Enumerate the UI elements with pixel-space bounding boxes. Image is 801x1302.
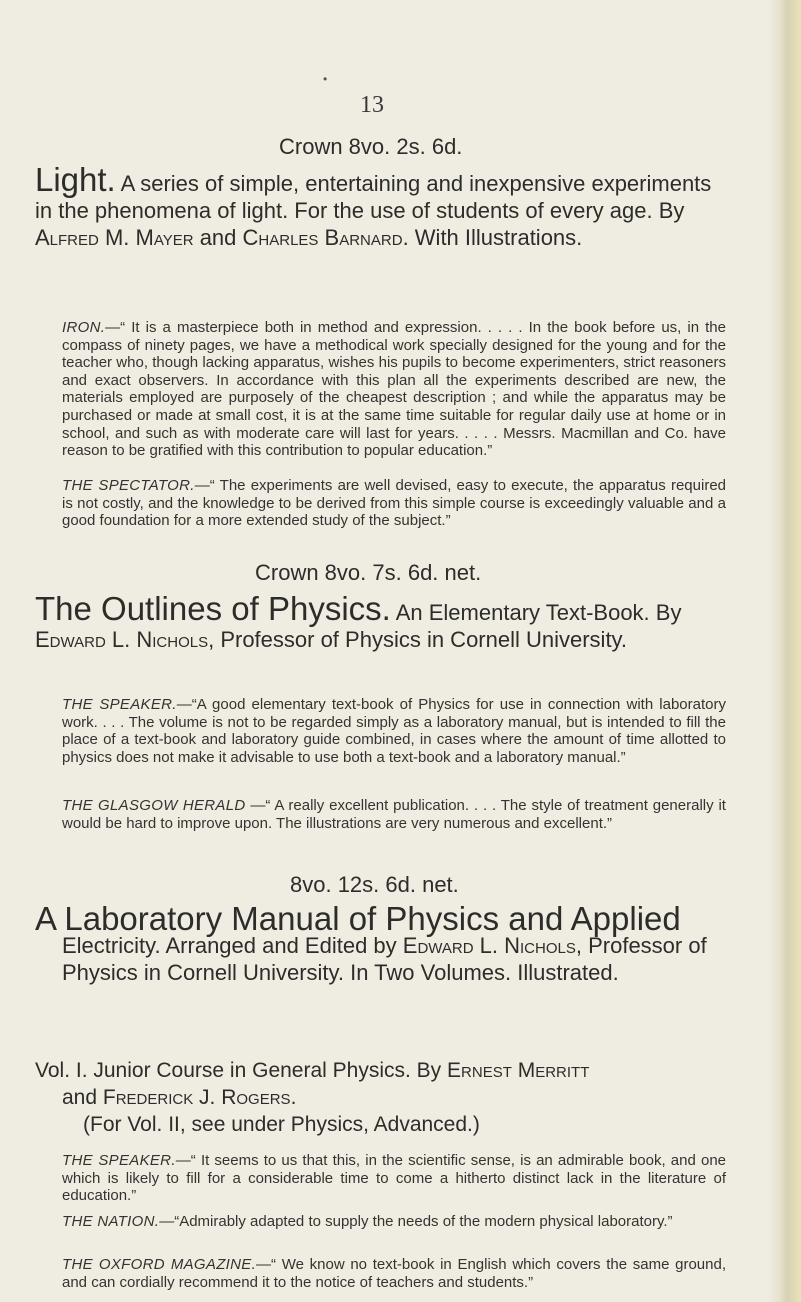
volume-entry — [35, 1057, 725, 1138]
book-description-block — [35, 932, 725, 986]
review — [62, 797, 726, 832]
author-name: Ernest Merritt — [447, 1059, 590, 1082]
book-entry — [35, 590, 725, 653]
book-entry — [35, 900, 725, 986]
book-description: An Elementary Text-Book. By — [390, 600, 682, 625]
review-source: THE OXFORD MAGAZINE. — [62, 1256, 257, 1273]
author-name: Edward L. Nichols — [35, 627, 209, 652]
book-title: The Outlines of Physics. — [35, 590, 391, 627]
conjunction: and — [193, 225, 243, 250]
review-source: IRON. — [62, 319, 106, 336]
print-mark: • — [323, 72, 328, 86]
page-number: 13 — [360, 92, 384, 118]
review-text: —“ It is a masterpiece both in method and expression. . . . . In the book before us, in the compass of ninety pages, we have a methodical work specially designed for the young and for the teacher who, though lacking apparatus, wishes his pupils to become experimenters, strict reasoners and exact observers. In accordance with this plan all the experiments described are new, the materials employed are purposely of the cheapest description ; and while the apparatus may be purchased or made at small cost, it is at the same time suitable for regular daily use at home or in school, and such as with moderate care will last for years. . . . . Messrs. Macmillan and Co. have reason to be gratified with this contribution to popular education.” — [62, 319, 726, 460]
author-name: Charles Barnard — [242, 225, 403, 250]
book-description: A series of simple, entertaining and inexpensive experiments in the phenomena of light. For the use of students of every age. By — [35, 171, 712, 223]
book-description-tail: , Professor of Physics in Cornell University. In Two Volumes. Illustrated. — [62, 933, 707, 985]
review — [62, 1152, 726, 1205]
review-source: THE SPEAKER. — [62, 696, 177, 713]
conjunction: and — [62, 1086, 103, 1109]
book-title: Light. — [35, 161, 116, 198]
volume-line — [35, 1057, 725, 1084]
book-description-tail: , Professor of Physics in Cornell University. — [208, 627, 628, 652]
review-source: THE SPEAKER. — [62, 1152, 176, 1169]
review-text: —“ A really excellent publication. . . . The style of treatment generally it would be hard to improve upon. The illustrations are very numerous and excellent.” — [62, 797, 726, 832]
review — [62, 477, 726, 530]
author-name: Alfred M. Mayer — [35, 225, 194, 250]
page-edge-shadow — [767, 0, 801, 1302]
author-name: Edward L. Nichols — [402, 933, 576, 958]
review-text: —“ The experiments are well devised, easy to execute, the apparatus required is not costly, and the knowledge to be derived from this simple course is exceedingly valuable and a good foundation for a more extended study of the subject.” — [62, 477, 726, 530]
volume-line — [35, 1084, 725, 1111]
book-entry-first-line — [35, 161, 725, 251]
book-entry — [35, 161, 725, 251]
review — [62, 696, 726, 766]
review — [62, 1256, 726, 1291]
review — [62, 319, 726, 460]
review-source: THE SPECTATOR. — [62, 477, 195, 494]
price-line: Crown 8vo. 7s. 6d. net. — [255, 560, 482, 585]
price-line: 8vo. 12s. 6d. net. — [290, 872, 459, 897]
author-name: Frederick J. Rogers — [102, 1086, 291, 1109]
review — [62, 1213, 726, 1231]
book-description: Electricity. Arranged and Edited by — [62, 933, 403, 958]
review-text: —“Admirably adapted to supply the needs of the modern physical laboratory.” — [159, 1213, 673, 1230]
punctuation: . — [290, 1086, 297, 1109]
review-source: THE NATION. — [62, 1213, 160, 1230]
volume-note: (For Vol. II, see under Physics, Advanced.) — [83, 1113, 480, 1136]
book-description-tail: . With Illustrations. — [402, 225, 583, 250]
review-text: —“ We know no text-book in English which covers the same ground, and can cordially recommend it to the notice of teachers and students.” — [62, 1256, 726, 1291]
review-text: —“ It seems to us that this, in the scientific sense, is an admirable book, and one which is likely to fill for a considerable time to come a hitherto distinct lack in the literature of education.” — [62, 1152, 727, 1205]
review-text: —“A good elementary text-book of Physics for use in connection with laboratory work. . . . The volume is not to be regarded simply as a laboratory manual, but is intended to fill the place of a text-book and laboratory guide combined, in cases where the amount of time allotted to physics does not make it advisable to use both a text-book and a laboratory manual.” — [62, 696, 726, 766]
book-title: A Laboratory Manual of Physics and Applied — [35, 900, 681, 937]
price-line: Crown 8vo. 2s. 6d. — [279, 134, 463, 159]
volume-description: Vol. I. Junior Course in General Physics. By — [35, 1059, 448, 1082]
review-source: THE GLASGOW HERALD — [62, 797, 246, 814]
